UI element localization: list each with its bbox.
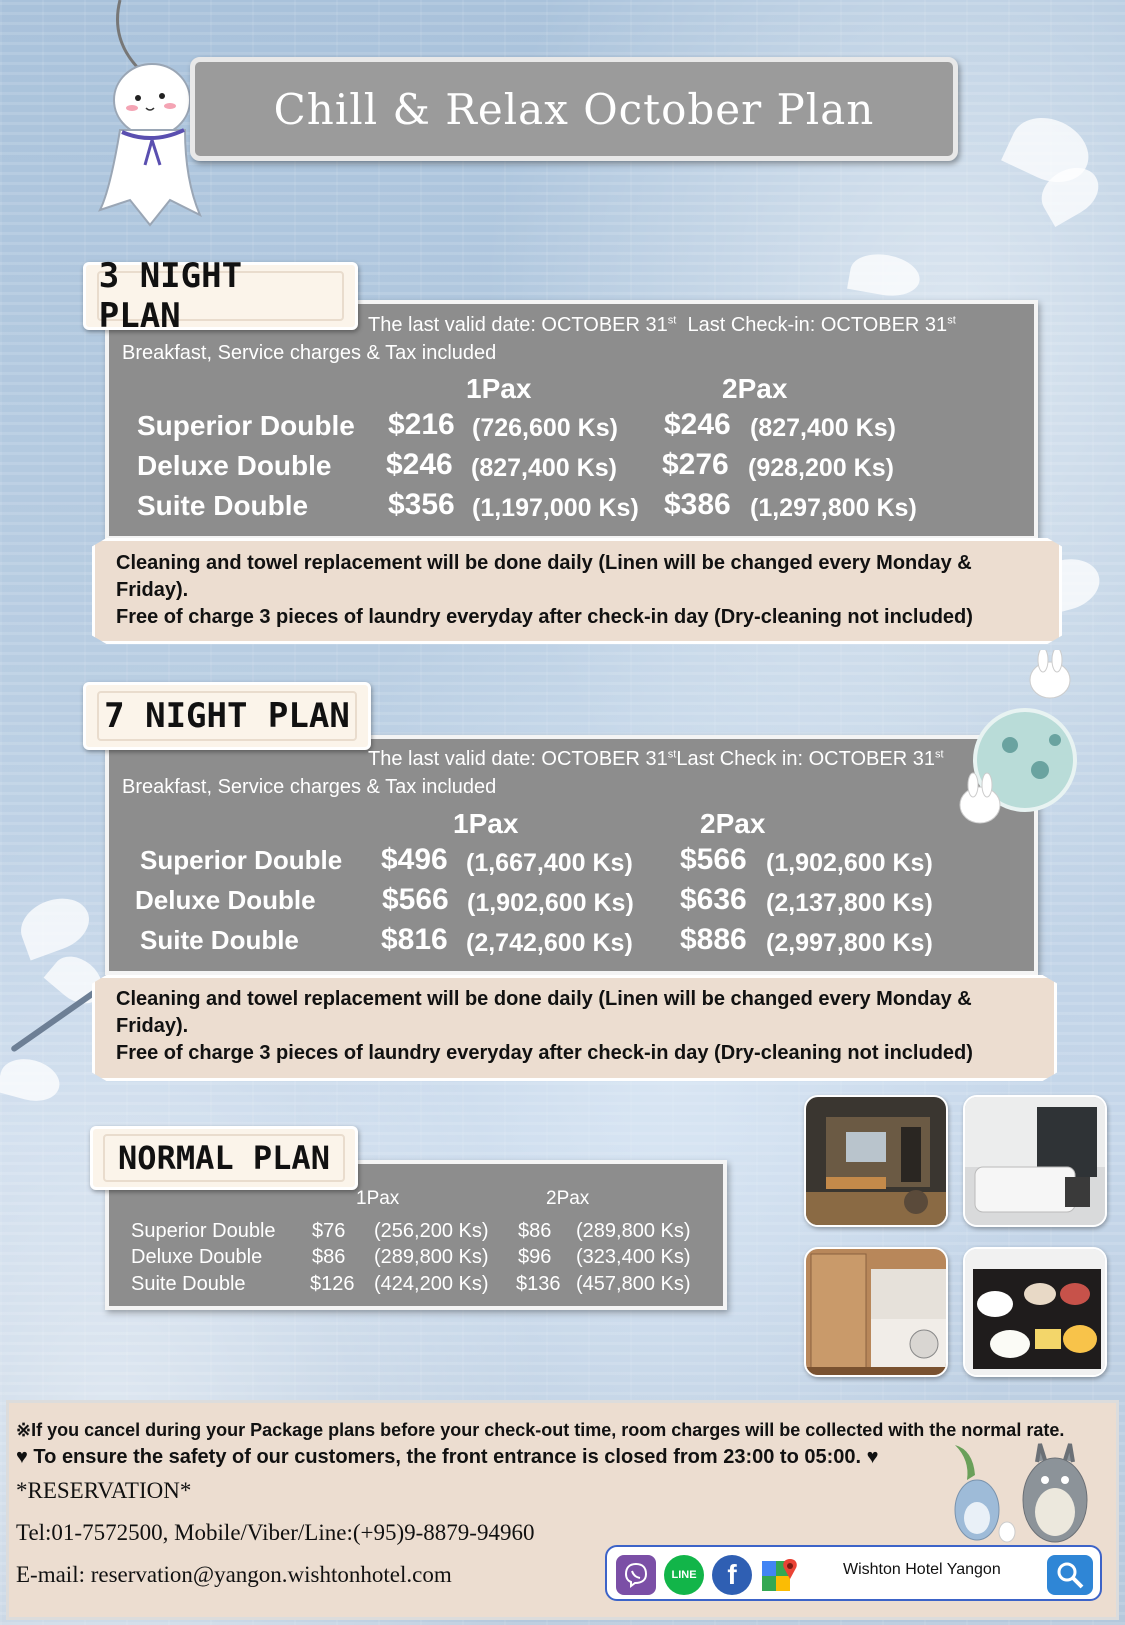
plan3-price-ks-1pax: (827,400 Ks) <box>471 454 617 482</box>
plan3-price-usd-1pax: $216 <box>388 408 455 441</box>
page-title: Chill & Relax October Plan <box>273 84 875 134</box>
plan3-valid-date: The last valid date: OCTOBER 31st Last Check-in: OCTOBER 31st <box>368 314 956 336</box>
normal-price-ks-1pax: (424,200 Ks) <box>374 1273 489 1295</box>
plan7-label <box>83 682 371 750</box>
decor-blossom <box>847 249 923 301</box>
facebook-icon[interactable]: f <box>712 1555 752 1595</box>
plan7-price-ks-2pax: (2,997,800 Ks) <box>766 929 933 957</box>
viber-icon[interactable] <box>616 1555 656 1595</box>
normal-room-name: Deluxe Double <box>131 1246 263 1268</box>
plan7-room-name: Deluxe Double <box>135 885 316 915</box>
plan3-price-ks-2pax: (928,200 Ks) <box>748 454 894 482</box>
normal-price-ks-2pax: (323,400 Ks) <box>576 1246 691 1268</box>
photo-kitchenette <box>804 1247 948 1377</box>
plan7-price-usd-1pax: $496 <box>381 843 448 876</box>
normal-room-name: Superior Double <box>131 1220 276 1242</box>
contact-email[interactable]: E-mail: reservation@yangon.wishtonhotel.com <box>16 1562 452 1587</box>
plan7-price-usd-2pax: $886 <box>680 923 747 956</box>
reservation-heading: *RESERVATION* <box>16 1478 192 1503</box>
plan3-label <box>83 256 358 336</box>
plan7-price-ks-1pax: (1,902,600 Ks) <box>467 889 634 917</box>
contact-phone[interactable]: Tel:01-7572500, Mobile/Viber/Line:(+95)9-8879-94960 <box>16 1520 535 1545</box>
search-icon[interactable] <box>1047 1555 1093 1595</box>
plan7-price-usd-2pax: $636 <box>680 883 747 916</box>
normal-price-usd-1pax: $76 <box>312 1220 346 1242</box>
plan3-price-ks-2pax: (1,297,800 Ks) <box>750 494 917 522</box>
plan3-label-text: 3 NIGHT PLAN <box>98 256 243 336</box>
plan7-col-1pax: 1Pax <box>453 808 519 839</box>
plan3-price-usd-2pax: $276 <box>662 448 729 481</box>
safety-notice: ♥ To ensure the safety of our customers, the front entrance is closed from 23:00 to 05:00. ♥ <box>16 1446 879 1468</box>
cancellation-notice: ※If you cancel during your Package plans before your check-out time, room charges will be collected with the normal rate. <box>16 1420 1065 1440</box>
plan7-price-ks-1pax: (1,667,400 Ks) <box>466 849 633 877</box>
plan7-price-usd-1pax: $816 <box>381 923 448 956</box>
social-links-bar <box>605 1545 1102 1601</box>
normal-price-usd-2pax: $96 <box>518 1246 552 1268</box>
title-banner <box>190 57 958 161</box>
normal-col-2pax: 2Pax <box>546 1188 590 1209</box>
normal-price-usd-1pax: $126 <box>310 1273 355 1295</box>
plan3-price-usd-1pax: $356 <box>388 488 455 521</box>
plan3-notes: Cleaning and towel replacement will be done daily (Linen will be changed every Monday & Friday). Free of charge 3 pieces of laundry everyday after check-in day (Dry-cleaning not included) <box>116 552 973 628</box>
plan3-included: Breakfast, Service charges & Tax included <box>122 342 497 364</box>
photo-breakfast <box>963 1247 1107 1377</box>
plan3-price-usd-2pax: $386 <box>664 488 731 521</box>
plan3-room-name: Superior Double <box>137 410 355 441</box>
normal-price-ks-2pax: (457,800 Ks) <box>576 1273 691 1295</box>
plan7-room-name: Suite Double <box>140 925 299 955</box>
normal-price-usd-2pax: $136 <box>516 1273 561 1295</box>
normal-room-name: Suite Double <box>131 1273 246 1295</box>
plan7-price-ks-2pax: (1,902,600 Ks) <box>766 849 933 877</box>
normal-price-ks-2pax: (289,800 Ks) <box>576 1220 691 1242</box>
plan7-price-ks-1pax: (2,742,600 Ks) <box>466 929 633 957</box>
totoro-decor-icon <box>945 1430 1095 1545</box>
plan7-notes: Cleaning and towel replacement will be done daily (Linen will be changed every Monday & Friday). Free of charge 3 pieces of laundry everyday after check-in day (Dry-cleaning not included) <box>116 988 973 1064</box>
photo-room-living <box>804 1095 948 1227</box>
plan3-price-ks-1pax: (1,197,000 Ks) <box>472 494 639 522</box>
plan7-col-2pax: 2Pax <box>700 808 766 839</box>
normal-price-usd-2pax: $86 <box>518 1220 552 1242</box>
plan3-price-ks-2pax: (827,400 Ks) <box>750 414 896 442</box>
plan7-valid-date: The last valid date: OCTOBER 31stLast Check in: OCTOBER 31st <box>368 748 944 770</box>
plan3-price-usd-2pax: $246 <box>664 408 731 441</box>
plan3-price-usd-1pax: $246 <box>386 448 453 481</box>
decor-blossom <box>14 890 97 961</box>
plan7-price-usd-1pax: $566 <box>382 883 449 916</box>
hotel-name: Wishton Hotel Yangon <box>843 1561 1001 1578</box>
plan7-label-text: 7 NIGHT PLAN <box>104 695 350 736</box>
plan7-price-ks-2pax: (2,137,800 Ks) <box>766 889 933 917</box>
plan3-room-name: Deluxe Double <box>137 450 332 481</box>
normal-price-usd-1pax: $86 <box>312 1246 346 1268</box>
decor-blossom <box>0 1053 64 1107</box>
plan3-room-name: Suite Double <box>137 490 309 521</box>
normal-price-ks-1pax: (256,200 Ks) <box>374 1220 489 1242</box>
normal-price-ks-1pax: (289,800 Ks) <box>374 1246 489 1268</box>
normal-label <box>90 1126 358 1190</box>
plan3-col-1pax: 1Pax <box>466 373 532 404</box>
google-maps-icon[interactable] <box>760 1555 800 1595</box>
plan7-room-name: Superior Double <box>140 845 343 875</box>
plan3-price-ks-1pax: (726,600 Ks) <box>472 414 618 442</box>
normal-col-1pax: 1Pax <box>356 1188 400 1209</box>
plan7-included: Breakfast, Service charges & Tax included <box>122 776 497 798</box>
plan3-col-2pax: 2Pax <box>722 373 788 404</box>
line-icon[interactable]: LINE <box>664 1555 704 1595</box>
photo-bathroom <box>963 1095 1107 1227</box>
bunny-sphere-decor-icon <box>955 650 1095 840</box>
plan7-price-usd-2pax: $566 <box>680 843 747 876</box>
normal-label-text: NORMAL PLAN <box>118 1138 330 1177</box>
